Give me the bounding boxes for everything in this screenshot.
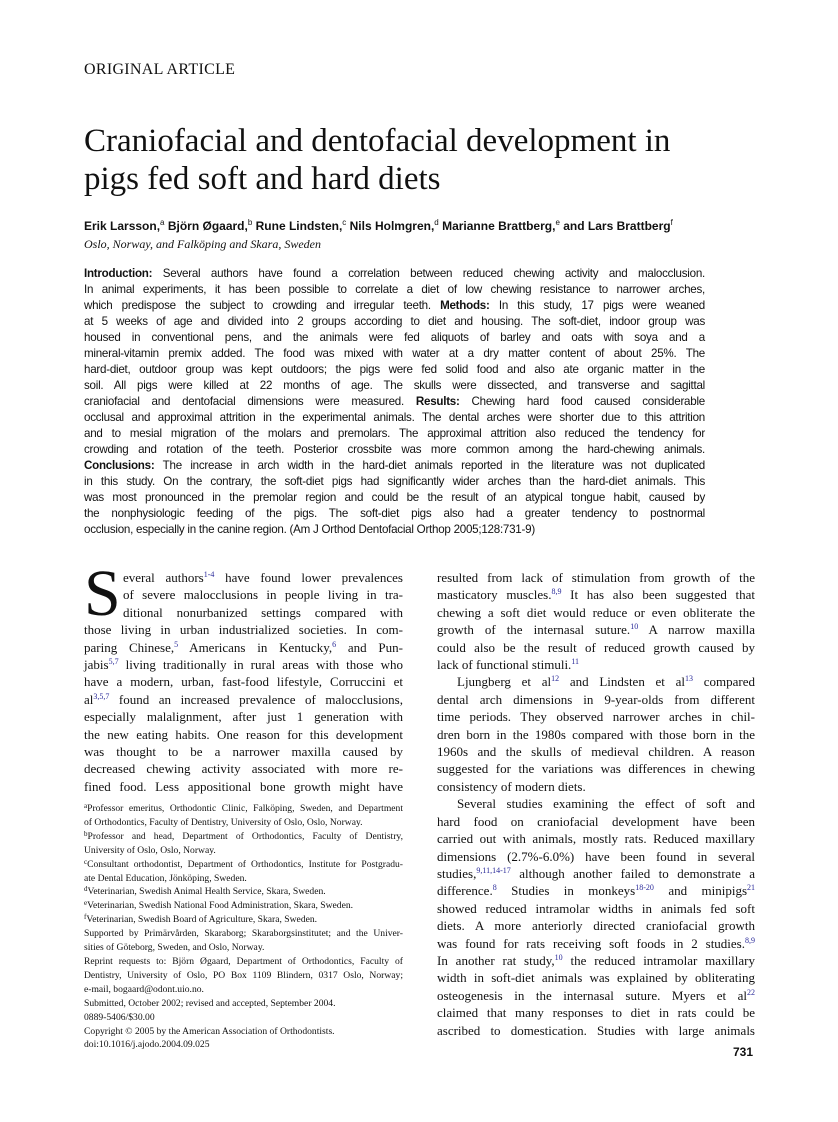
citation-superscript: a	[84, 802, 88, 810]
citation-superscript: b	[247, 218, 253, 227]
title-line: Craniofacial and dentofacial development in	[84, 123, 671, 159]
abstract	[84, 266, 705, 538]
footnote-line: $^b$Professor and head, Department of Orthodontics, Faculty of Dentistry,	[84, 829, 403, 842]
abstract-line: Conclusions: The increase in arch width in the hard-diet animals reported in the literature was not duplicated	[84, 459, 705, 472]
footnote	[84, 927, 403, 955]
body-text-line: ascribed to domestication. Studies with large animals	[437, 1022, 755, 1038]
section-heading: Conclusions:	[84, 459, 155, 472]
citation-superscript: 5	[174, 639, 179, 649]
body-text-line: dren born in the 1980s compared with those born in the	[437, 726, 755, 742]
citation-superscript: 8,9	[551, 587, 562, 597]
abstract-line: occlusal and approximal attrition in the experimental animals. The dental arches were shorter due to this attrition	[84, 411, 705, 424]
section-heading: Methods:	[440, 299, 490, 312]
footnote-line: $^d$Veterinarian, Swedish Animal Health Service, Skara, Sweden.	[84, 885, 326, 898]
author-affiliation-location: Oslo, Norway, and Falköping and Skara, Sweden	[84, 237, 321, 251]
footnote-line: $^c$Consultant orthodontist, Department of Orthodontics, Institute for Postgradu-	[84, 857, 403, 870]
body-text-line: resulted from lack of stimulation from growth of the	[437, 570, 755, 585]
abstract-line: craniofacial and dentofacial dimensions were measured. Results: Chewing hard food caused considerable	[84, 395, 705, 408]
body-text-line: masticatory muscles.$^{8,9}$ It has also been suggested that	[437, 587, 755, 603]
body-text-line: osteogenesis in the internasal suture. Myers et $al^{22}$	[437, 987, 755, 1003]
footnote-line: $^a$Professor emeritus, Orthodontic Clinic, Falköping, Sweden, and Department	[84, 802, 403, 814]
footnote-line: e-mail, bogaard@odont.uio.no.	[84, 983, 204, 995]
body-text-line: consistency of modern diets.	[437, 778, 586, 794]
citation-superscript: 21	[747, 883, 755, 893]
citation-superscript: 8	[492, 883, 497, 893]
body-text-line: al$^{3,5,7}$ found an increased prevalence of malocclusions,	[84, 691, 403, 707]
footnote-line: 0889-5406/$30.00	[84, 1011, 155, 1023]
abstract-line: which predispose the subject to crowding and irregular teeth. Methods: In this study, 17 pigs were weaned	[84, 299, 705, 312]
footnote-line: doi:10.1016/j.ajodo.2004.09.025	[84, 1039, 210, 1051]
abstract-line: In animal experiments, it has been possible to correlate a diet of low chewing resistance to narrower arches,	[84, 283, 705, 296]
footnote	[84, 1038, 403, 1052]
body-text-line: dimensions (2.7%-6.0%) have been found in several	[437, 848, 755, 864]
abstract-line: hard-diet, outdoor group was kept outdoors; the pigs were fed solid food and also ate organic matter in the	[84, 363, 705, 376]
footnote	[84, 899, 403, 913]
body-text-line: the new eating habits. One reason for this development	[84, 726, 403, 742]
footnote-line: Submitted, October 2002; revised and accepted, September 2004.	[84, 997, 336, 1009]
body-text-line: everal authors$^{1-4}$ have found lower prevalences	[123, 570, 403, 585]
citation-superscript: 6	[332, 639, 337, 649]
citation-superscript: 9,11,14-17	[476, 865, 511, 875]
abstract-line: the nonphysiologic feeding of the pigs. The soft-diet pigs also had a greater tendency to postnormal	[84, 507, 705, 520]
footnote	[84, 1011, 403, 1025]
body-text-line: fined food. Less appositional bone growth might have	[84, 778, 403, 794]
body-text-line: lack of functional stimuli.$^{11}$	[437, 657, 580, 673]
abstract-line: and to mesial migration of the molars and premolars. The approximal attrition also reduced the tendency for	[84, 427, 705, 440]
citation-superscript: 12	[551, 674, 560, 684]
abstract-line: soil. All pigs were killed at 22 months of age. The skulls were dissected, and transverse and sagittal	[84, 379, 705, 392]
body-text-line: diets. A more anteriorly directed craniofacial growth	[437, 918, 755, 934]
footnote	[84, 913, 403, 927]
citation-superscript: 22	[747, 987, 755, 997]
footnote-line: Reprint requests to: Björn Øgaard, Department of Orthodontics, Faculty of	[84, 955, 403, 967]
body-text-line: difference.$^8$ Studies in monkeys$^{18-20}$ and minipigs$^{21}$	[437, 883, 755, 899]
citation-superscript: 10	[554, 952, 563, 962]
abstract-line: was most pronounced in the premolar region and could be the result of an atypical tongue habit, caused by	[84, 491, 705, 504]
body-text-line: especially malalignment, after just 1 generation with	[84, 709, 403, 725]
body-text-line: was thought to be a narrower maxilla caused by	[84, 744, 403, 760]
citation-superscript: 1-4	[203, 570, 215, 579]
abstract-line: Introduction: Several authors have found a correlation between reduced chewing activity and malocclusion.	[84, 267, 705, 280]
body-text-line: could also be the result of reduced growth caused by	[437, 639, 755, 655]
body-text-line: 1960s and the skulls of medieval children. A reason	[437, 744, 755, 760]
citation-superscript: e	[84, 899, 88, 908]
author-list: Erik Larsson,$^a$ Björn Øgaard,$^b$ Rune Lindsten,$^c$ Nils Holmgren,$^d$ Marianne Brattberg,$^e$ and Lars Brattberg$^f$	[84, 218, 673, 233]
footnote	[84, 997, 403, 1011]
abstract-line: mineral-vitamin premix added. The food was mixed with water at a dry matter content of about 25%. The	[84, 347, 705, 360]
abstract-line: occlusion, especially in the canine region. (Am J Orthod Dentofacial Orthop 2005;128:731-9)	[84, 523, 535, 536]
citation-superscript: 18-20	[635, 883, 654, 893]
abstract-line: crowding and rotation of the teeth. Posterior crossbite was more common among the hard-chewing animals.	[84, 443, 705, 456]
footnote-line: Supported by Primärvården, Skaraborg; Skaraborgsinstitutet; and the Univer-	[84, 928, 403, 940]
footnote-line: of Orthodontics, Faculty of Dentistry, University of Oslo, Oslo, Norway.	[84, 816, 363, 828]
footnote	[84, 1025, 403, 1039]
abstract-line: at 5 weeks of age and divided into 2 groups according to diet and housing. The soft-diet, indoor group was	[84, 315, 705, 328]
section-heading: Results:	[415, 395, 460, 408]
body-text-line: studies,$^{9,11,14-17}$ although another failed to demonstrate a	[437, 865, 755, 881]
body-column-right	[437, 569, 755, 1039]
citation-superscript: 5,7	[108, 657, 119, 667]
citation-superscript: 3,5,7	[93, 691, 110, 701]
title-line: pigs fed soft and hard diets	[84, 161, 441, 197]
citation-superscript: f	[670, 218, 673, 227]
citation-superscript: f	[84, 913, 87, 922]
body-text-line: growth of the internasal suture.$^{10}$ A narrow maxilla	[437, 622, 756, 638]
drop-cap: S	[84, 557, 121, 630]
body-text-line: chewing a soft diet would reduce or even obliterate the	[437, 604, 755, 620]
citation-superscript: e	[555, 218, 560, 227]
body-text-line: In another rat study,$^{10}$ the reduced intramolar maxillary	[437, 952, 755, 968]
footnote	[84, 802, 403, 830]
body-text-line: Several studies examining the effect of soft and	[457, 796, 755, 812]
citation-superscript: b	[84, 829, 88, 838]
body-text-line: time periods. They observed narrower arches in chil-	[437, 709, 755, 725]
body-text-line: hard food on craniofacial development have been	[437, 813, 755, 829]
footnote-line: University of Oslo, Oslo, Norway.	[84, 844, 216, 856]
body-text-line: Ljungberg et $al^{12}$ and Lindsten et $al^{13}$ compared	[457, 674, 755, 690]
footnote	[84, 885, 403, 899]
citation-superscript: 10	[630, 622, 639, 632]
citation-superscript: c	[342, 218, 347, 227]
citation-superscript: c	[84, 857, 88, 866]
body-text-line: suggested for the variations was differences in chewing	[437, 761, 755, 777]
citation-superscript: 11	[571, 657, 580, 667]
citation-superscript: 8,9	[745, 935, 755, 945]
body-text-line: claimed that many responses to diet in rats could be	[437, 1005, 755, 1021]
citation-superscript: d	[84, 885, 88, 894]
article-title	[84, 122, 764, 198]
body-text-line: dental arch dimensions in 9-year-olds from different	[437, 691, 755, 707]
citation-superscript: 13	[685, 674, 694, 684]
section-label: ORIGINAL ARTICLE	[84, 61, 236, 78]
body-column-left	[84, 569, 403, 795]
page-number: 731	[733, 1045, 754, 1059]
body-text-line: have a modern, urban, fast-food lifestyle, Corruccini et	[84, 674, 403, 690]
section-heading: Introduction:	[84, 267, 153, 280]
body-text-line: was found for rats receiving soft foods in 2 studies.$^{8,9}$	[437, 935, 755, 951]
footnote-line: ate Dental Education, Jönköping, Sweden.	[84, 872, 247, 884]
abstract-line: in this study. On the contrary, the soft-diet pigs had significantly wider arches than the hard-diet animals. This	[84, 475, 705, 488]
citation-superscript: d	[434, 218, 439, 227]
footnote	[84, 830, 403, 858]
abstract-line: housed in conventional pens, and the animals were fed aliquots of barley and oats with soya and a	[84, 331, 705, 344]
footnote-line: $^e$Veterinarian, Swedish National Food Administration, Skara, Sweden.	[84, 899, 354, 912]
body-text-line: jabis$^{5,7}$ living traditionally in rural areas with those who	[84, 657, 403, 673]
body-text-line: width in soft-diet animals was explained by obliterating	[437, 970, 755, 986]
body-text-line: showed reduced intramolar widths in animals fed soft	[437, 900, 755, 916]
footnote	[84, 858, 403, 886]
footnotes	[84, 802, 403, 1052]
footnote-line: $^f$Veterinarian, Swedish Board of Agriculture, Skara, Sweden.	[84, 913, 318, 926]
body-text-line: ditional nonurbanized settings compared with	[123, 604, 403, 620]
footnote	[84, 955, 403, 997]
citation-superscript: a	[160, 218, 165, 227]
body-text-line: carried out with animals, mostly rats. Reduced maxillary	[437, 831, 755, 847]
body-text-line: decreased chewing activity associated with more re-	[84, 761, 403, 777]
body-text-line: those living in urban industrialized societies. In com-	[84, 622, 403, 638]
body-text-line: paring Chinese,$^5$ Americans in Kentucky,$^6$ and Pun-	[84, 639, 403, 655]
footnote-line: Copyright © 2005 by the American Association of Orthodontists.	[84, 1025, 335, 1037]
footnote-line: Dentistry, University of Oslo, PO Box 1109 Blindern, 0317 Oslo, Norway;	[84, 969, 403, 981]
body-text-line: of severe malocclusions in people living in tra-	[123, 587, 403, 603]
footnote-line: sities of Göteborg, Sweden, and Oslo, Norway.	[84, 942, 265, 954]
